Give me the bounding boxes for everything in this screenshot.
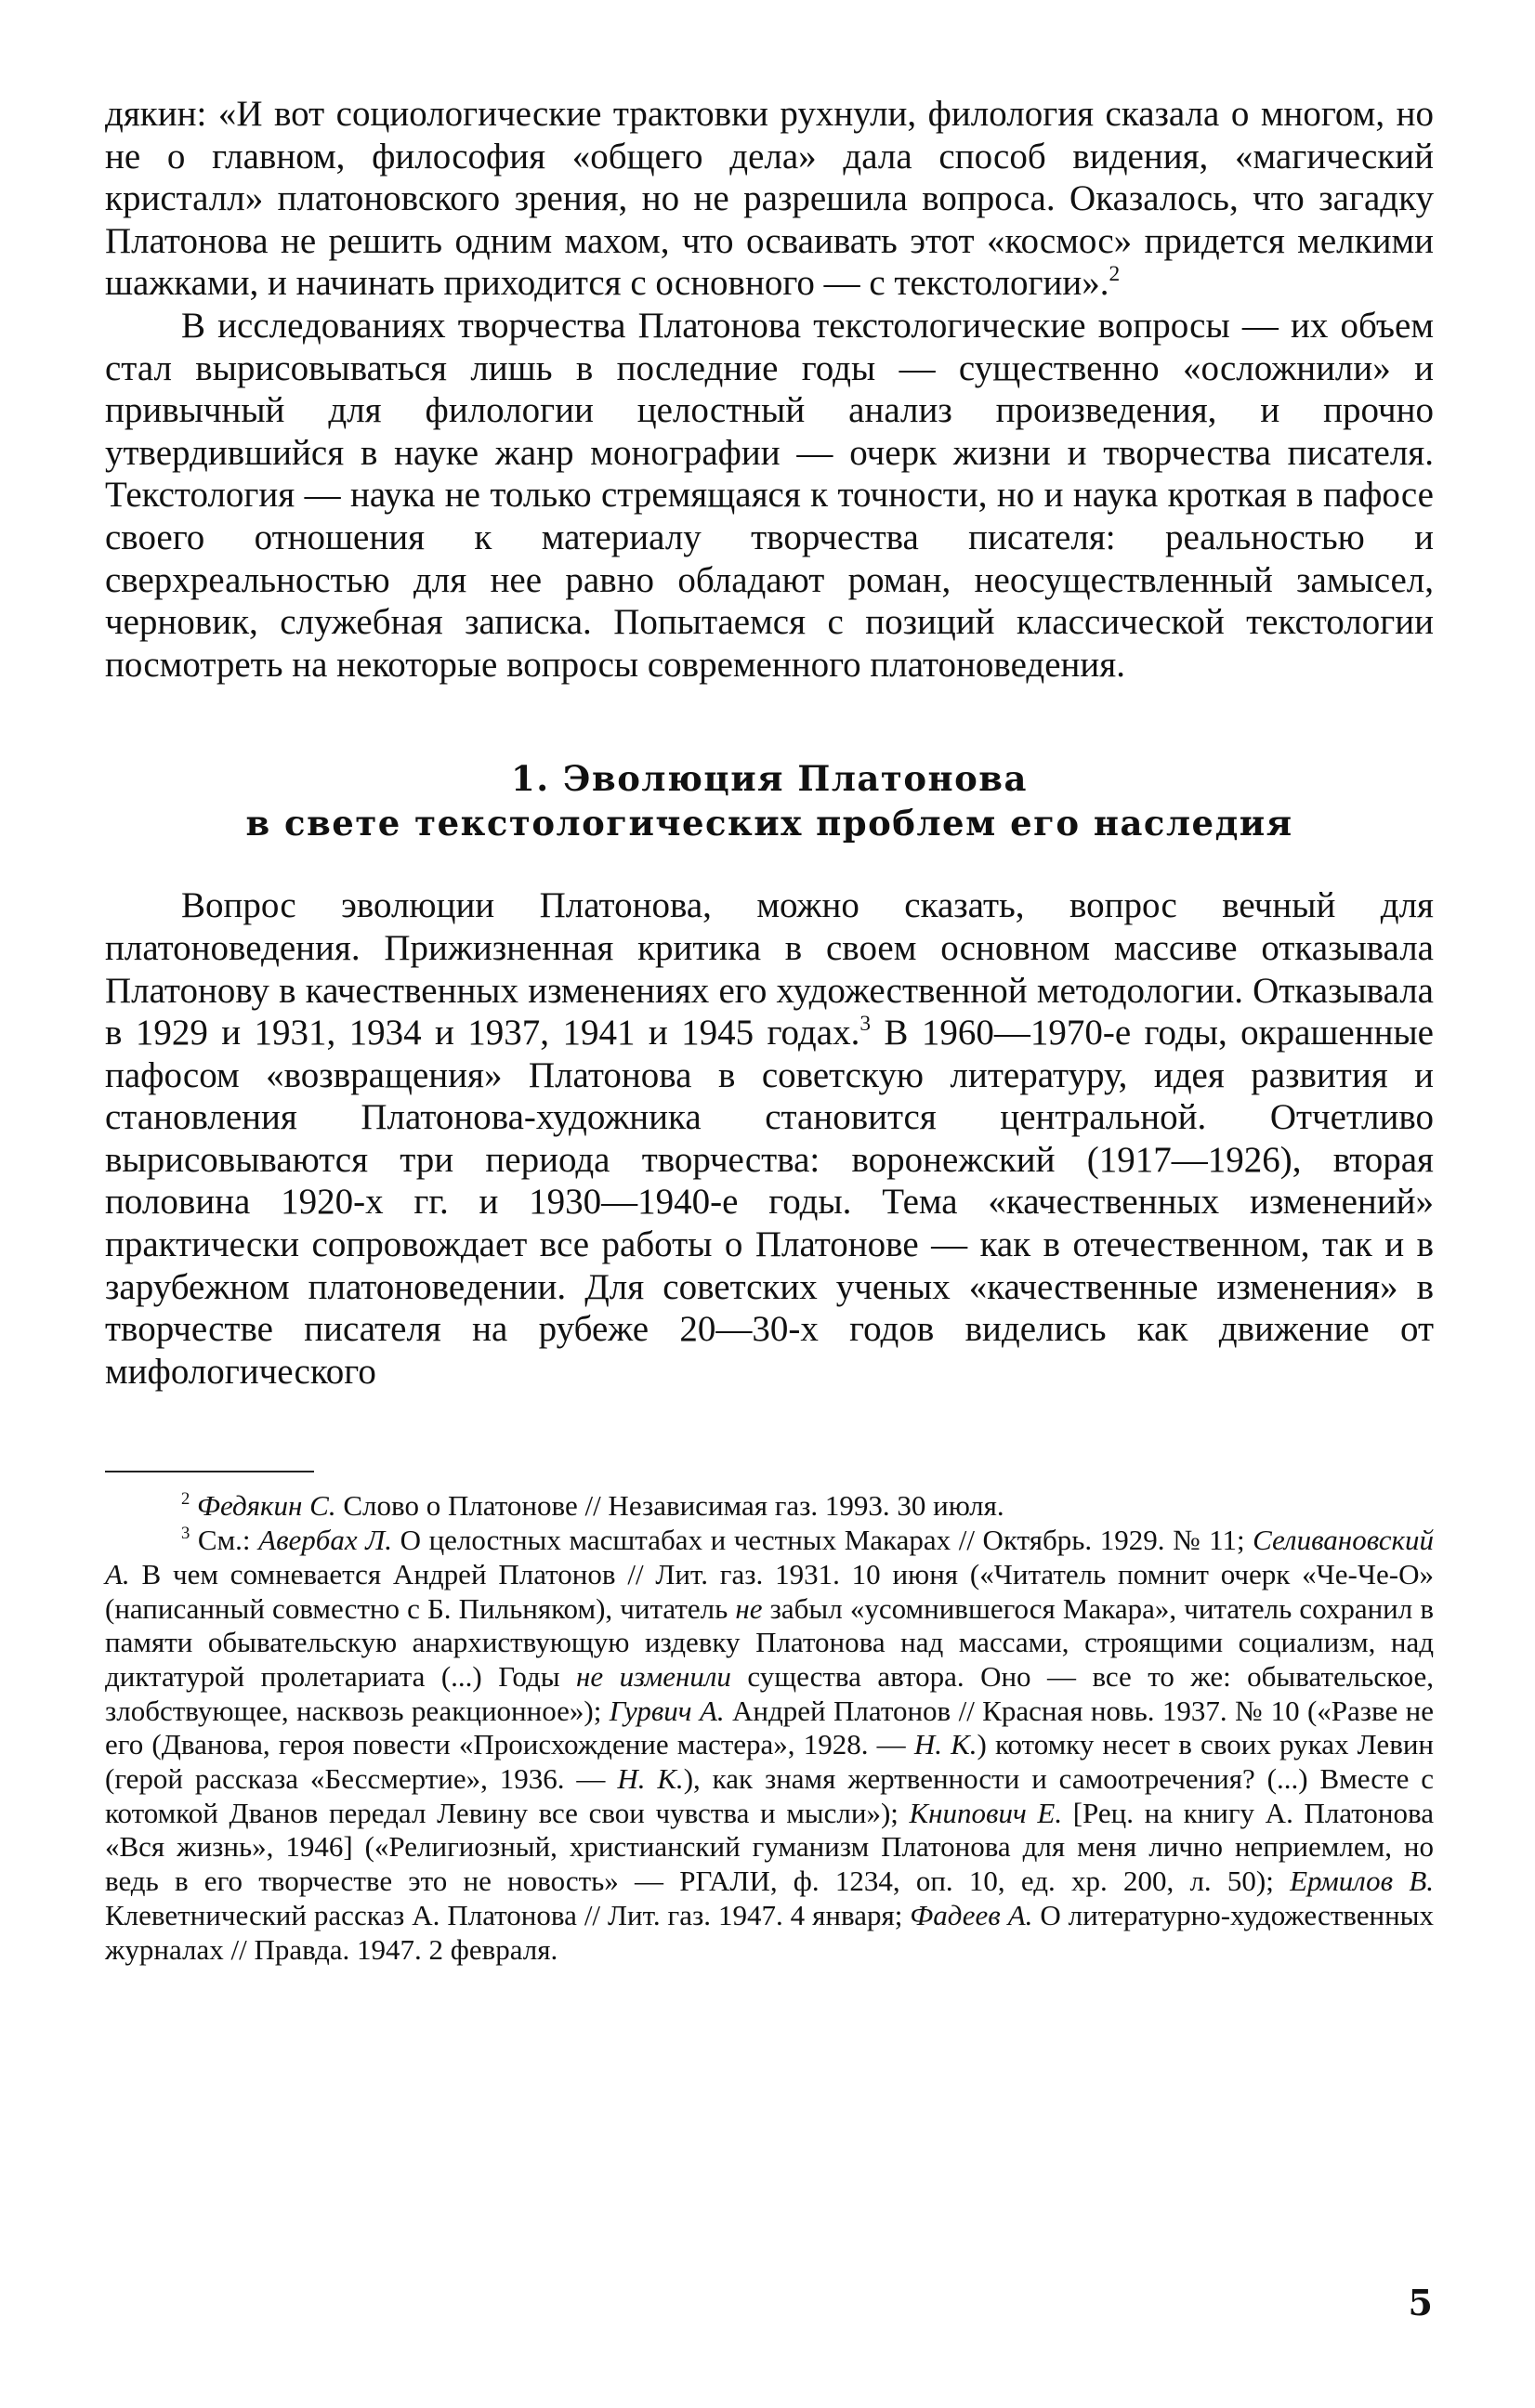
footnote-author: Фадеев А. <box>910 1898 1033 1931</box>
footnote-ref[interactable]: 2 <box>1109 262 1121 287</box>
footnote <box>105 1524 1434 1967</box>
footnote-initials: Н. К. <box>617 1762 684 1796</box>
footnote-text: Андрей Платонов // Красная новь. 1937. № 10 («Разве не его (Дванова, героя повести «Происхождение мастера», 1928. — <box>105 1694 1434 1761</box>
footnote-author: Авербах Л. <box>258 1524 392 1557</box>
footnote-text: См.: <box>190 1524 259 1557</box>
footnote-author: Гурвич А. <box>609 1694 725 1727</box>
section-heading <box>105 756 1434 845</box>
footnote-text: Слово о Платонове // Независимая газ. 1993. 30 июля. <box>335 1489 1004 1523</box>
paragraph <box>105 93 1434 305</box>
footnote-ref[interactable]: 3 <box>859 1011 872 1036</box>
footnote-text: ), как знамя жертвенности и самоотречения? (...) Вместе с котомкой Дванов передал Левину все свои чувства и мысли»); <box>105 1762 1434 1829</box>
footnote-emphasis: не <box>735 1591 763 1625</box>
section-heading-line: 1. Эволюция Платонова <box>511 758 1028 800</box>
footnote-text: ) котомку несет в своих руках Левин (герой рассказа «Бессмертие», 1936. — <box>105 1728 1435 1796</box>
page-number: 5 <box>1408 2282 1433 2323</box>
footnote-text: О целостных масштабах и честных Макарах // Октябрь. 1929. № 11; <box>392 1524 1253 1557</box>
footnote-text: забыл «усомнившегося Макара», читатель сохранил в памяти обывательскую анархиствующую издевку Платонова над массами, строящими социализм, над диктатурой пролетариата (...) Годы <box>105 1591 1434 1693</box>
footnote-separator <box>105 1471 314 1472</box>
page-content <box>105 93 1434 1967</box>
footnote-text: [Рец. на книгу А. Платонова «Вся жизнь», 1946] («Религиозный, христианский гуманизм Платонова для меня лично неприемлем, но ведь в его творчестве это не новость» — РГАЛИ, ф. 1234, оп. 10, ед. хр. 200, л. 50); <box>105 1796 1434 1898</box>
footnote-author: Книпович Е. <box>909 1796 1063 1829</box>
footnote-author: Федякин С. <box>197 1489 336 1523</box>
footnote-author: Ермилов В. <box>1290 1865 1435 1898</box>
footnote <box>105 1489 1434 1524</box>
footnote-number: 3 <box>181 1523 190 1543</box>
footnote-text: В чем сомневается Андрей Платонов // Лит. газ. 1931. 10 июня («Читатель помнит очерк «Че-Че-О» (написанный совместно с Б. Пильняком), читатель <box>105 1557 1434 1625</box>
paragraph-text: Вопрос эволюции Платонова, можно сказать, вопрос вечный для платоноведения. Прижизненная критика в своем основном массиве отказывала Платонову в качественных изменениях его художественной методологии. Отказывала в 1929 и 1931, 1934 и 1937, 1941 и 1945 годах. <box>105 885 1434 1054</box>
paragraph-text: дякин: «И вот социологические трактовки рухнули, филология сказала о многом, но не о главном, философия «общего дела» дала способ видения, «магический кристалл» платоновского зрения, но не разрешила вопроса. Оказалось, что загадку Платонова не решить одним махом, что осваивать этот «космос» придется мелкими шажками, и начинать приходится с основного — с текстологии». <box>105 94 1434 304</box>
paragraph <box>105 884 1434 1393</box>
paragraph-text: В 1960—1970-е годы, окрашенные пафосом «возвращения» Платонова в советскую литературу, идея развития и становления Платонова-художника становится центральной. Отчетливо вырисовываются три периода творчества: воронежский (1917—1926), вторая половина 1920-х гг. и 1930—1940-е годы. Тема «качественных изменений» практически сопровождает все работы о Платонове — как в отечественном, так и в зарубежном платоноведении. Для советских ученых «качественные изменения» в творчестве писателя на рубеже 20—30-х годов виделись как движение от мифологического <box>105 1013 1434 1392</box>
footnote-author: Селивановский А. <box>105 1524 1434 1590</box>
footnote-text: О литературно-художественных журналах // Правда. 1947. 2 февраля. <box>105 1898 1434 1966</box>
footnote-text: Клеветнический рассказ А. Платонова // Лит. газ. 1947. 4 января; <box>105 1898 911 1931</box>
section-heading-line: в свете текстологических проблем его наследия <box>245 803 1293 844</box>
footnote-text: существа автора. Оно — все то же: обывательское, злобствующее, насквозь реакционное»); <box>105 1659 1434 1727</box>
paragraph: В исследованиях творчества Платонова текстологические вопросы — их объем стал вырисовываться лишь в последние годы — существенно «осложнили» и привычный для филологии целостный анализ произведения, и прочно утвердившийся в науке жанр монографии — очерк жизни и творчества писателя. Текстология — наука не только стремящаяся к точности, но и наука кроткая в пафосе своего отношения к материалу творчества писателя: реальностью и сверхреальностью для нее равно обладают роман, неосуществленный замысел, черновик, служебная записка. Попытаемся с позиций классической текстологии посмотреть на некоторые вопросы современного платоноведения. <box>105 305 1434 685</box>
footnote-number: 2 <box>181 1489 190 1510</box>
footnote-emphasis: не изменили <box>576 1659 731 1693</box>
footnote-initials: Н. К. <box>913 1728 977 1761</box>
